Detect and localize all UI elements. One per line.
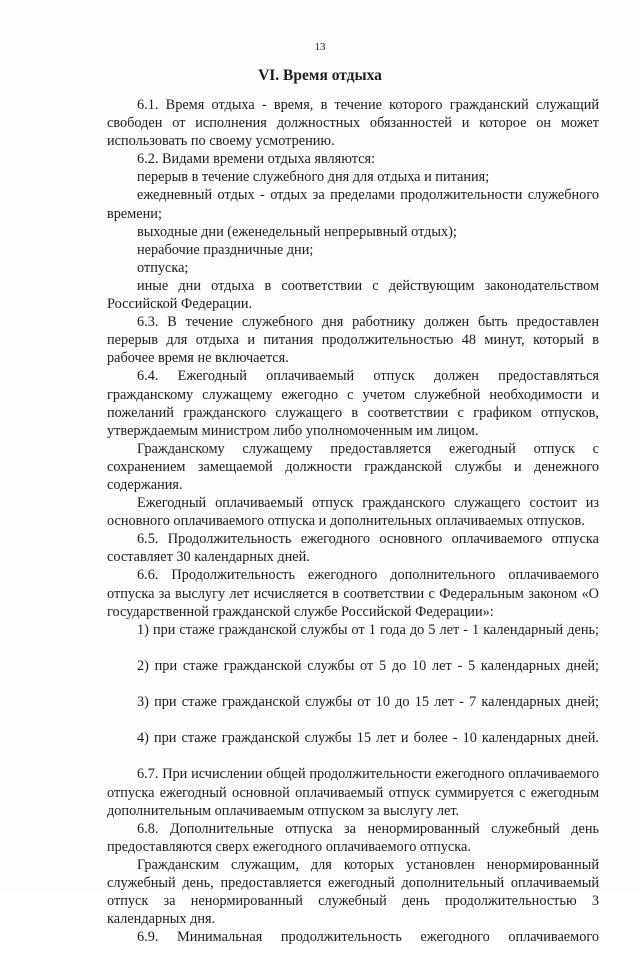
paragraph-6-2: 6.2. Видами времени отдыха являются: <box>137 151 376 168</box>
paragraph: Гражданскому служащему предоставляется ежегодный отпуск с сохранением замещаемой должности гражданской службы и денежного содержания. <box>107 440 599 493</box>
paragraph: Гражданским служащим, для которых установлен ненормированный служебный день, предоставляется ежегодный дополнительный оплачиваемый отпуск за ненормированный служебный день продолжительностью 3 календарных дня. <box>107 856 599 928</box>
paragraph-6-9: 6.9. Минимальная продолжительность ежегодного оплачиваемого <box>137 929 599 946</box>
list-item: ежедневный отдых - отдых за пределами продолжительности служебного времени; <box>107 187 599 222</box>
section-title: VI. Время отдыха <box>258 67 382 84</box>
list-item: нерабочие праздничные дни; <box>137 241 314 258</box>
list-item: выходные дни (еженедельный непрерывный отдых); <box>137 223 457 240</box>
list-item: 4) при стаже гражданской службы 15 лет и более - 10 календарных дней. <box>137 730 599 747</box>
paragraph-6-3: 6.3. В течение служебного дня работнику должен быть предоставлен перерыв для отдыха и питания продолжительностью 48 минут, который в рабочее время не включается. <box>107 314 599 367</box>
paragraph-6-6: 6.6. Продолжительность ежегодного дополнительного оплачиваемого отпуска за выслугу лет исчисляется в соответствии с Федеральным законом «О государственной гражданской службе Российской Федерации»: <box>107 567 599 620</box>
list-item: перерыв в течение служебного дня для отдыха и питания; <box>137 169 490 186</box>
list-item: отпуска; <box>137 259 189 276</box>
list-item: 2) при стаже гражданской службы от 5 до 10 лет - 5 календарных дней; <box>137 657 599 674</box>
list-item: иные дни отдыха в соответствии с действующим законодательством Российской Федерации. <box>107 277 599 313</box>
page-number: 13 <box>314 41 326 53</box>
paragraph-6-7: 6.7. При исчислении общей продолжительности ежегодного оплачиваемого отпуска ежегодный основной оплачиваемый отпуск суммируется с ежегодным дополнительным оплачиваемым отпуском за выслугу лет. <box>107 766 599 819</box>
list-item: 1) при стаже гражданской службы от 1 года до 5 лет - 1 календарный день; <box>137 621 599 638</box>
list-item: 3) при стаже гражданской службы от 10 до 15 лет - 7 календарных дней; <box>137 694 599 711</box>
paragraph-6-5: 6.5. Продолжительность ежегодного основного оплачиваемого отпуска составляет 30 календарных дней. <box>107 531 599 566</box>
document-body <box>107 96 599 965</box>
paragraph-6-1: 6.1. Время отдыха - время, в течение которого гражданский служащий свободен от исполнения должностных обязанностей и которое он может использовать по своему усмотрению. <box>107 97 599 150</box>
paragraph-6-8: 6.8. Дополнительные отпуска за ненормированный служебный день предоставляются сверх ежегодного оплачиваемого отпуска. <box>107 820 599 855</box>
paragraph-6-4: 6.4. Ежегодный оплачиваемый отпуск должен предоставляться гражданскому служащему ежегодно с учетом служебной необходимости и пожеланий гражданского служащего в соответствии с графиком отпусков, утверждаемым министром либо уполномоченным им лицом. <box>107 368 599 439</box>
paragraph: Ежегодный оплачиваемый отпуск гражданского служащего состоит из основного оплачиваемого отпуска и дополнительных оплачиваемых отпусков. <box>107 495 599 530</box>
